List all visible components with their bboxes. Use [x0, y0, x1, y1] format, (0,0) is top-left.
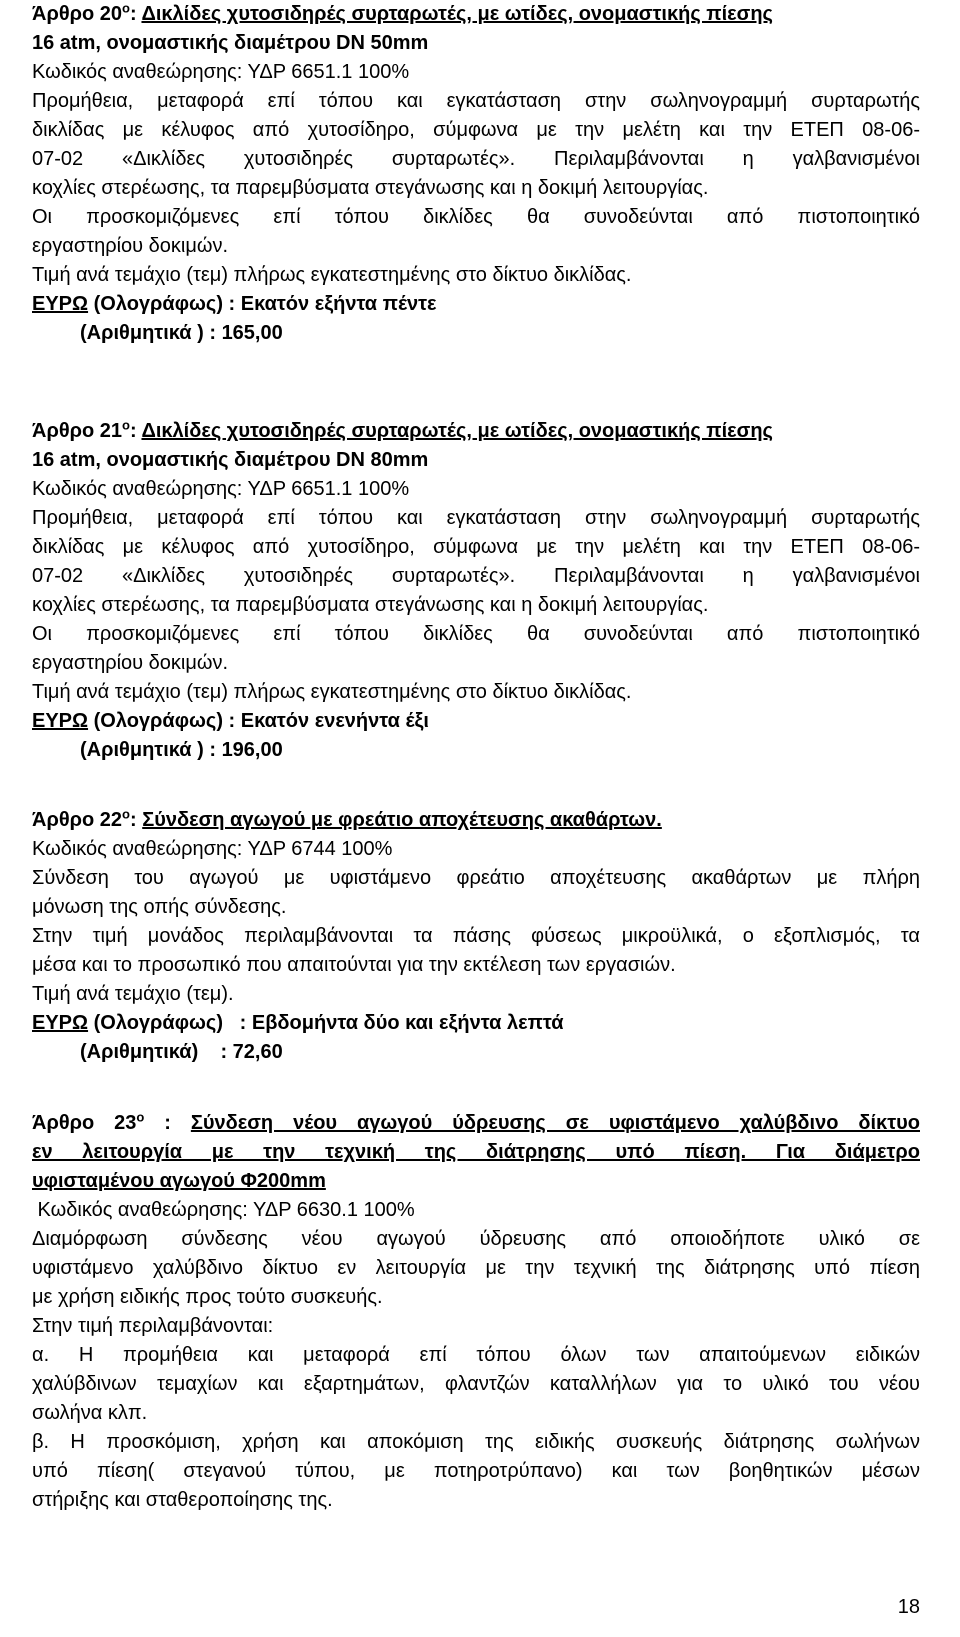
article-heading: Άρθρο $22^o$: Σύνδεση αγωγού με φρεάτιο αποχέτευσης ακαθάρτων. — [32, 806, 662, 831]
price-currency: ΕΥΡΩ — [32, 710, 89, 732]
body-line: κοχλίες στερέωσης, τα παρεμβύσματα στεγάνωσης και η δοκιμή λειτουργίας. — [32, 594, 709, 616]
body-line: Τιμή ανά τεμάχιο (τεμ) πλήρως εγκατεστημένης στο δίκτυο δικλίδας. — [32, 681, 632, 703]
revision-code: Κωδικός αναθεώρησης: ΥΔΡ 6651.1 100% — [32, 478, 410, 500]
body-line: Τιμή ανά τεμάχιο (τεμ) πλήρως εγκατεστημένης στο δίκτυο δικλίδας. — [32, 264, 632, 286]
article-title-cont: 16 atm, ονομαστικής διαμέτρου DN 50mm — [32, 32, 429, 54]
body-line: Προμήθεια, μεταφορά επί τόπου και εγκατάσταση στην σωληνογραμμή συρταρωτής — [32, 90, 920, 112]
body-line: Στην τιμή μονάδος περιλαμβάνονται τα πάσης φύσεως μικροϋλικά, ο εξοπλισμός, τα — [32, 925, 920, 947]
article-title: Σύνδεση νέου αγωγού ύδρευσης σε υφιστάμενο χαλύβδινο δίκτυο — [190, 1112, 920, 1134]
body-line: εργαστηρίου δοκιμών. — [32, 652, 229, 674]
body-line: μέσα και το προσωπικό που απαιτούνται για την εκτέλεση των εργασιών. — [32, 954, 676, 976]
body-line: 07-02 «Δικλίδες χυτοσιδηρές συρταρωτές». Περιλαμβάνονται η γαλβανισμένοι — [32, 565, 920, 587]
body-line: στήριξης και σταθεροποίησης της. — [32, 1489, 333, 1511]
price-numeric: (Αριθμητικά ) : 196,00 — [80, 739, 283, 761]
body-line: δικλίδας με κέλυφος από χυτοσίδηρο, σύμφωνα με την μελέτη και την ΕΤΕΠ 08-06- — [32, 536, 920, 558]
article-heading: Άρθρο $21^o$: Δικλίδες χυτοσιδηρές συρταρωτές, με ωτίδες, ονομαστικής πίεσης — [32, 417, 773, 442]
body-line: β. Η προσκόμιση, χρήση και αποκόμιση της ειδικής συσκευής διάτρησης σωλήνων — [32, 1431, 920, 1453]
price-value: 196,00 — [221, 739, 283, 761]
body-line: Τιμή ανά τεμάχιο (τεμ). — [32, 983, 234, 1005]
article-title: Σύνδεση αγωγού με φρεάτιο αποχέτευσης ακαθάρτων. — [142, 809, 662, 831]
price-value: 72,60 — [232, 1041, 283, 1063]
body-line: Διαμόρφωση σύνδεσης νέου αγωγού ύδρευσης από οποιοδήποτε υλικό σε — [32, 1228, 920, 1250]
price-numeric: (Αριθμητικά ) : 165,00 — [80, 322, 283, 344]
price-words: ΕΥΡΩ (Ολογράφως) : Εκατόν εξήντα πέντε — [32, 293, 437, 315]
article-title: Δικλίδες χυτοσιδηρές συρταρωτές, με ωτίδες, ονομαστικής πίεσης — [141, 3, 773, 25]
page-number: 18 — [897, 1596, 920, 1618]
body-line: Σύνδεση του αγωγού με υφιστάμενο φρεάτιο αποχέτευσης ακαθάρτων με πλήρη — [32, 867, 920, 889]
body-line: Προμήθεια, μεταφορά επί τόπου και εγκατάσταση στην σωληνογραμμή συρταρωτής — [32, 507, 920, 529]
revision-code: Κωδικός αναθεώρησης: ΥΔΡ 6630.1 100% — [32, 1199, 415, 1221]
price-numeric: (Αριθμητικά) : 72,60 — [80, 1041, 283, 1063]
body-line: χαλύβδινων τεμαχίων και εξαρτημάτων, φλαντζών καταλλήλων για το υλικό του νέου — [32, 1373, 920, 1395]
price-words: ΕΥΡΩ (Ολογράφως) : Εβδομήντα δύο και εξήντα λεπτά — [32, 1012, 564, 1034]
body-line: με χρήση ειδικής προς τούτο συσκευής. — [32, 1286, 383, 1308]
article-22 — [32, 806, 920, 1067]
article-23 — [32, 1109, 920, 1515]
body-line: κοχλίες στερέωσης, τα παρεμβύσματα στεγάνωσης και η δοκιμή λειτουργίας. — [32, 177, 709, 199]
article-title: Δικλίδες χυτοσιδηρές συρταρωτές, με ωτίδες, ονομαστικής πίεσης — [141, 420, 773, 442]
body-line: α. Η προμήθεια και μεταφορά επί τόπου όλων των απαιτούμενων ειδικών — [32, 1344, 920, 1366]
body-line: σωλήνα κλπ. — [32, 1402, 148, 1424]
price-words: ΕΥΡΩ (Ολογράφως) : Εκατόν ενενήντα έξι — [32, 710, 429, 732]
article-heading: Άρθρο $20^o$: Δικλίδες χυτοσιδηρές συρταρωτές, με ωτίδες, ονομαστικής πίεσης — [32, 0, 773, 25]
revision-code: Κωδικός αναθεώρησης: ΥΔΡ 6744 100% — [32, 838, 393, 860]
article-21 — [32, 417, 920, 765]
body-line: 07-02 «Δικλίδες χυτοσιδηρές συρταρωτές». Περιλαμβάνονται η γαλβανισμένοι — [32, 148, 920, 170]
body-line: Οι προσκομιζόμενες επί τόπου δικλίδες θα συνοδεύνται από πιστοποιητικό — [32, 206, 920, 228]
body-line: υπό πίεση( στεγανού τύπου, με ποτηροτρύπανο) και των βοηθητικών μέσων — [32, 1460, 920, 1482]
price-value: 165,00 — [221, 322, 283, 344]
body-line: εργαστηρίου δοκιμών. — [32, 235, 229, 257]
article-title-cont: υφισταμένου αγωγού Φ200mm — [32, 1170, 326, 1192]
price-currency: ΕΥΡΩ — [32, 293, 89, 315]
body-line: Στην τιμή περιλαμβάνονται: — [32, 1315, 274, 1337]
price-currency: ΕΥΡΩ — [32, 1012, 89, 1034]
body-line: μόνωση της οπής σύνδεσης. — [32, 896, 287, 918]
body-line: Οι προσκομιζόμενες επί τόπου δικλίδες θα συνοδεύνται από πιστοποιητικό — [32, 623, 920, 645]
body-line: υφιστάμενο χαλύβδινο δίκτυο εν λειτουργία με την τεχνική της διάτρησης υπό πίεση — [32, 1257, 920, 1279]
article-heading: Άρθρο $23^o$ : Σύνδεση νέου αγωγού ύδρευσης σε υφιστάμενο χαλύβδινο δίκτυο — [32, 1109, 920, 1134]
article-title-cont: 16 atm, ονομαστικής διαμέτρου DN 80mm — [32, 449, 429, 471]
article-title-cont: εν λειτουργία με την τεχνική της διάτρησης υπό πίεση. Για διάμετρο — [32, 1141, 920, 1163]
article-20 — [32, 0, 920, 348]
revision-code: Κωδικός αναθεώρησης: ΥΔΡ 6651.1 100% — [32, 61, 410, 83]
body-line: δικλίδας με κέλυφος από χυτοσίδηρο, σύμφωνα με την μελέτη και την ΕΤΕΠ 08-06- — [32, 119, 920, 141]
